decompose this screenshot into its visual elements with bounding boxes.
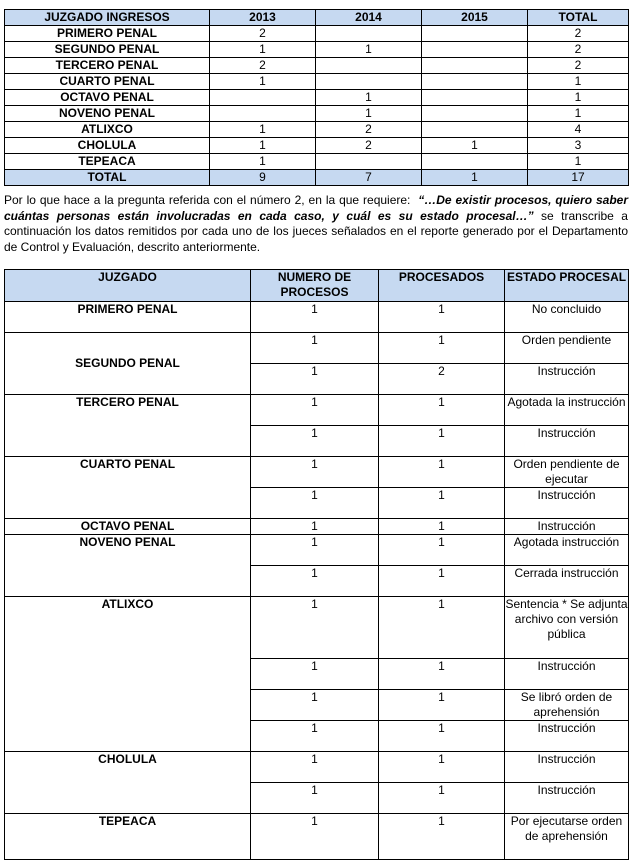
count-cell <box>316 154 422 170</box>
numero-procesos-cell: 1 <box>251 457 379 488</box>
estado-procesal-cell: Sentencia * Se adjunta archivo con versión pública <box>505 597 629 659</box>
procesados-cell: 1 <box>379 333 505 364</box>
numero-procesos-cell: 1 <box>251 659 379 690</box>
ingresos-table <box>4 9 629 186</box>
procesados-cell: 1 <box>379 426 505 457</box>
procesos-row <box>5 302 629 333</box>
header-2015: 2015 <box>422 10 528 26</box>
procesos-row <box>5 333 629 364</box>
count-cell <box>422 154 528 170</box>
procesados-cell: 1 <box>379 519 505 535</box>
numero-procesos-cell: 1 <box>251 426 379 457</box>
juzgado-cell: OCTAVO PENAL <box>5 90 210 106</box>
numero-procesos-cell: 1 <box>251 690 379 721</box>
count-cell: 1 <box>422 138 528 154</box>
procesados-cell: 1 <box>379 814 505 860</box>
ingresos-header-row <box>5 10 629 26</box>
estado-procesal-cell: Cerrada instrucción <box>505 566 629 597</box>
procesos-row <box>5 814 629 860</box>
numero-procesos-cell: 1 <box>251 814 379 860</box>
estado-procesal-cell: Instrucción <box>505 721 629 752</box>
count-cell: 1 <box>210 154 316 170</box>
header-juzgado-ingresos: JUZGADO INGRESOS <box>5 10 210 26</box>
ingresos-row <box>5 26 629 42</box>
estado-procesal-cell: Instrucción <box>505 783 629 814</box>
juzgado-cell: TERCERO PENAL <box>5 395 251 457</box>
juzgado-cell: ATLIXCO <box>5 597 251 752</box>
header-estado-procesal: ESTADO PROCESAL <box>505 270 629 302</box>
procesos-row <box>5 597 629 659</box>
procesados-cell: 1 <box>379 302 505 333</box>
count-cell: 2 <box>528 42 629 58</box>
estado-procesal-cell: Instrucción <box>505 752 629 783</box>
count-cell <box>422 42 528 58</box>
paragraph-rest: se transcribe a continuación los datos remitidos por cada uno de los jueces señalados en el reporte generado por el Departamento de Control y Evaluación, descrito anteriormente. <box>4 208 628 254</box>
total-total: 17 <box>528 170 629 186</box>
numero-procesos-cell: 1 <box>251 519 379 535</box>
header-2013: 2013 <box>210 10 316 26</box>
count-cell: 1 <box>528 74 629 90</box>
numero-procesos-cell: 1 <box>251 566 379 597</box>
numero-procesos-cell: 1 <box>251 333 379 364</box>
header-juzgado: JUZGADO <box>5 270 251 302</box>
numero-procesos-cell: 1 <box>251 395 379 426</box>
juzgado-cell: SEGUNDO PENAL <box>5 333 251 395</box>
numero-procesos-cell: 1 <box>251 364 379 395</box>
procesos-header-row <box>5 270 629 302</box>
numero-procesos-cell: 1 <box>251 783 379 814</box>
juzgado-cell: NOVENO PENAL <box>5 535 251 597</box>
header-procesados: PROCESADOS <box>379 270 505 302</box>
ingresos-row <box>5 74 629 90</box>
total-2014: 7 <box>316 170 422 186</box>
procesados-cell: 1 <box>379 566 505 597</box>
paragraph-intro: Por lo que hace a la pregunta referida con el número 2, en la que requiere: <box>4 193 411 207</box>
juzgado-cell: CUARTO PENAL <box>5 457 251 519</box>
numero-procesos-cell: 1 <box>251 752 379 783</box>
count-cell <box>422 122 528 138</box>
ingresos-row <box>5 42 629 58</box>
count-cell: 2 <box>528 26 629 42</box>
juzgado-cell: ATLIXCO <box>5 122 210 138</box>
juzgado-cell: CHOLULA <box>5 752 251 814</box>
numero-procesos-cell: 1 <box>251 302 379 333</box>
procesados-cell: 1 <box>379 690 505 721</box>
count-cell <box>210 106 316 122</box>
ingresos-row <box>5 122 629 138</box>
paragraph-quote: “…De existir procesos, quiero saber cuántas personas están involucradas en cada caso, y cuál es su estado procesal…” <box>4 193 628 223</box>
ingresos-total-row <box>5 170 629 186</box>
juzgado-cell: TEPEACA <box>5 154 210 170</box>
count-cell <box>422 26 528 42</box>
procesados-cell: 1 <box>379 721 505 752</box>
procesos-row <box>5 752 629 783</box>
juzgado-cell: PRIMERO PENAL <box>5 302 251 333</box>
estado-procesal-cell: Por ejecutarse orden de aprehensión <box>505 814 629 860</box>
count-cell: 2 <box>316 138 422 154</box>
total-2013: 9 <box>210 170 316 186</box>
estado-procesal-cell: Agotada instrucción <box>505 535 629 566</box>
count-cell <box>422 74 528 90</box>
juzgado-cell: CHOLULA <box>5 138 210 154</box>
count-cell: 1 <box>528 154 629 170</box>
header-numero-procesos: NUMERO DE PROCESOS <box>251 270 379 302</box>
count-cell: 2 <box>210 26 316 42</box>
count-cell: 1 <box>210 42 316 58</box>
numero-procesos-cell: 1 <box>251 597 379 659</box>
count-cell: 1 <box>316 42 422 58</box>
juzgado-cell: PRIMERO PENAL <box>5 26 210 42</box>
estado-procesal-cell: Instrucción <box>505 659 629 690</box>
count-cell <box>316 58 422 74</box>
count-cell <box>316 74 422 90</box>
count-cell: 1 <box>210 138 316 154</box>
juzgado-cell: CUARTO PENAL <box>5 74 210 90</box>
estado-procesal-cell: Instrucción <box>505 426 629 457</box>
estado-procesal-cell: Instrucción <box>505 364 629 395</box>
ingresos-row <box>5 58 629 74</box>
count-cell: 3 <box>528 138 629 154</box>
numero-procesos-cell: 1 <box>251 535 379 566</box>
ingresos-row <box>5 154 629 170</box>
procesados-cell: 2 <box>379 364 505 395</box>
procesados-cell: 1 <box>379 395 505 426</box>
procesos-row <box>5 395 629 426</box>
header-total: TOTAL <box>528 10 629 26</box>
ingresos-row <box>5 138 629 154</box>
ingresos-row <box>5 90 629 106</box>
count-cell <box>422 90 528 106</box>
count-cell: 1 <box>528 90 629 106</box>
estado-procesal-cell: No concluido <box>505 302 629 333</box>
estado-procesal-cell: Se libró orden de aprehensión <box>505 690 629 721</box>
count-cell: 4 <box>528 122 629 138</box>
count-cell: 2 <box>210 58 316 74</box>
count-cell: 2 <box>528 58 629 74</box>
juzgado-cell: SEGUNDO PENAL <box>5 42 210 58</box>
count-cell <box>422 58 528 74</box>
count-cell: 2 <box>316 122 422 138</box>
estado-procesal-cell: Orden pendiente <box>505 333 629 364</box>
juzgado-cell: TERCERO PENAL <box>5 58 210 74</box>
juzgado-cell: OCTAVO PENAL <box>5 519 251 535</box>
count-cell: 1 <box>210 122 316 138</box>
procesos-row <box>5 519 629 535</box>
procesados-cell: 1 <box>379 535 505 566</box>
header-2014: 2014 <box>316 10 422 26</box>
procesados-cell: 1 <box>379 488 505 519</box>
juzgado-cell: TEPEACA <box>5 814 251 860</box>
count-cell <box>422 106 528 122</box>
total-2015: 1 <box>422 170 528 186</box>
count-cell <box>210 90 316 106</box>
count-cell <box>316 26 422 42</box>
total-label: TOTAL <box>5 170 210 186</box>
numero-procesos-cell: 1 <box>251 721 379 752</box>
procesados-cell: 1 <box>379 659 505 690</box>
procesados-cell: 1 <box>379 597 505 659</box>
procesos-row <box>5 457 629 488</box>
procesados-cell: 1 <box>379 457 505 488</box>
estado-procesal-cell: Orden pendiente de ejecutar <box>505 457 629 488</box>
count-cell: 1 <box>316 90 422 106</box>
body-paragraph <box>4 193 628 255</box>
numero-procesos-cell: 1 <box>251 488 379 519</box>
juzgado-cell: NOVENO PENAL <box>5 106 210 122</box>
estado-procesal-cell: Instrucción <box>505 488 629 519</box>
estado-procesal-cell: Instrucción <box>505 519 629 535</box>
procesados-cell: 1 <box>379 783 505 814</box>
ingresos-row <box>5 106 629 122</box>
procesados-cell: 1 <box>379 752 505 783</box>
count-cell: 1 <box>528 106 629 122</box>
count-cell: 1 <box>210 74 316 90</box>
estado-procesal-cell: Agotada la instrucción <box>505 395 629 426</box>
procesos-row <box>5 535 629 566</box>
procesos-table <box>4 269 629 860</box>
count-cell: 1 <box>316 106 422 122</box>
